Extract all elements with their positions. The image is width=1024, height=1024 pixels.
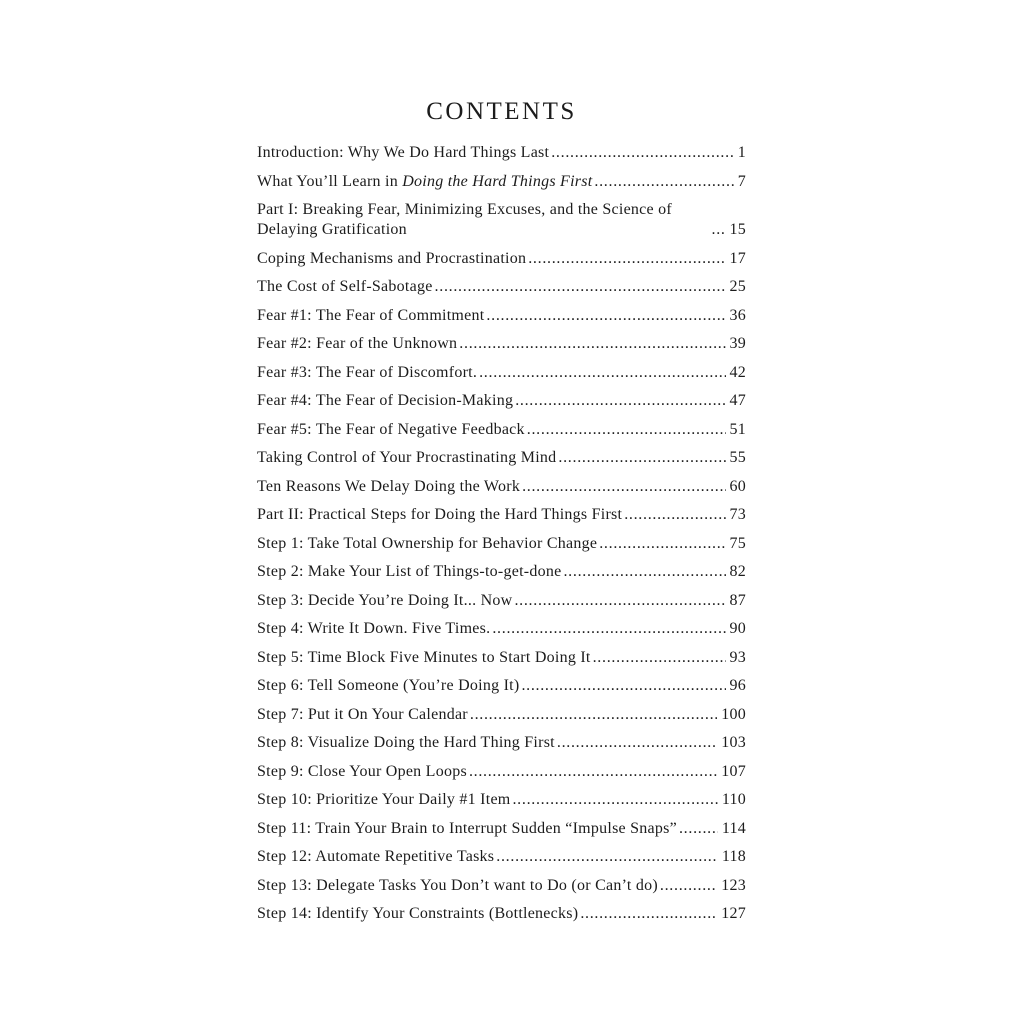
toc-entry-title-text: Step 9: Close Your Open Loops (257, 762, 467, 780)
toc-entry-title-text: Part I: Breaking Fear, Minimizing Excuses, and the Science of Delaying Gratification (257, 201, 672, 238)
toc-entry-page: 100 (721, 705, 746, 723)
toc-entry-title-text: Fear #3: The Fear of Discomfort. (257, 363, 478, 381)
toc-entry (257, 705, 746, 725)
toc-entry-title-text: Step 4: Write It Down. Five Times. (257, 620, 491, 637)
toc-entry-title-text: Step 8: Visualize Doing the Hard Thing First (257, 734, 555, 751)
dot-leader (624, 505, 725, 525)
toc-entry (257, 363, 746, 383)
toc-entry (257, 200, 746, 240)
toc-entry (257, 562, 746, 582)
toc-entry-title (257, 876, 658, 896)
toc-entry-title (257, 733, 555, 753)
toc-entry-title-text: Step 6: Tell Someone (You’re Doing It) (257, 677, 520, 694)
dot-leader (492, 619, 725, 639)
toc-entry (257, 733, 746, 753)
toc-entry-title (257, 277, 433, 297)
dot-leader (563, 562, 725, 582)
toc-entry-title-text: Step 1: Take Total Ownership for Behavior Change (257, 534, 598, 552)
toc-entry (257, 904, 746, 924)
toc-entry-page: 123 (721, 876, 746, 894)
dot-leader (551, 143, 734, 163)
toc-entry-page: 51 (729, 420, 746, 438)
toc-entry-title (257, 306, 484, 326)
toc-entry (257, 448, 746, 468)
toc-entry-title-text: Step 14: Identify Your Constraints (Bottlenecks) (257, 905, 579, 922)
toc-entry-title-text: Introduction: Why We Do Hard Things Last (257, 144, 550, 161)
dot-leader (522, 477, 725, 497)
dot-leader (496, 847, 718, 867)
toc-entry-page: 96 (729, 677, 746, 694)
dot-leader (486, 306, 725, 326)
toc-entry-title (257, 847, 494, 867)
toc-entry (257, 505, 746, 525)
page-title: CONTENTS (426, 98, 577, 125)
toc-entry (257, 819, 746, 839)
toc-entry-page: 36 (729, 306, 746, 324)
toc-entry (257, 277, 746, 297)
toc-entry (257, 534, 746, 554)
dot-leader (580, 904, 717, 924)
toc-entry-title-text: Step 7: Put it On Your Calendar (257, 705, 468, 723)
dot-leader (528, 249, 725, 269)
toc-entry (257, 391, 746, 411)
dot-leader (459, 334, 725, 354)
toc-entry-page: 47 (729, 392, 746, 409)
dot-leader (470, 705, 717, 725)
toc-entry-title (257, 676, 519, 696)
toc-entry-page: 7 (737, 172, 746, 190)
toc-entry (257, 676, 746, 696)
toc-entry (257, 306, 746, 326)
toc-entry-page: 90 (729, 620, 746, 637)
toc-entry-title (257, 562, 561, 582)
dot-leader (712, 220, 726, 240)
toc-entry-title (257, 705, 468, 725)
dot-leader (593, 648, 726, 668)
toc-entry (257, 172, 746, 192)
toc-entry-title (257, 363, 477, 383)
toc-entry-title-text: Step 13: Delegate Tasks You Don’t want to Do (or Can’t do) (257, 876, 658, 894)
toc-entry-title (257, 619, 490, 639)
dot-leader (660, 876, 717, 896)
toc-entry-title-text: Step 3: Decide You’re Doing It... Now (257, 591, 513, 609)
toc-entry-page: 118 (721, 848, 746, 865)
toc-entry-title (257, 904, 578, 924)
toc-entry-title (257, 505, 622, 525)
toc-entry-title (257, 420, 525, 440)
toc-entry-title (257, 249, 526, 269)
toc-entry-title-text: Ten Reasons We Delay Doing the Work (257, 477, 521, 495)
toc-entry (257, 249, 746, 269)
dot-leader (479, 363, 725, 383)
toc-entry-title-text: Step 5: Time Block Five Minutes to Start Doing It (257, 648, 591, 666)
toc-entry-page: 73 (729, 506, 746, 523)
toc-entry-page: 87 (729, 591, 746, 609)
toc-entry-page: 39 (729, 335, 746, 352)
toc-entry-title-text: Fear #5: The Fear of Negative Feedback (257, 420, 525, 438)
toc-entry-title (257, 334, 457, 354)
dot-leader (521, 676, 725, 696)
toc-entry-title-text: Fear #2: Fear of the Unknown (257, 335, 458, 352)
toc-entry (257, 619, 746, 639)
toc-entry-title (257, 819, 677, 839)
toc-entry (257, 334, 746, 354)
toc-entry-page: 60 (729, 477, 746, 495)
toc-entry-page: 103 (721, 734, 746, 751)
toc-entry-page: 17 (729, 249, 746, 267)
dot-leader (557, 733, 717, 753)
toc-entry-title-text: Fear #1: The Fear of Commitment (257, 306, 485, 324)
toc-entry-page: 82 (729, 563, 746, 580)
toc-entry-title (257, 200, 710, 240)
toc-entry-title-text: Step 10: Prioritize Your Daily #1 Item (257, 791, 511, 808)
toc-entry-title-text: The Cost of Self-Sabotage (257, 278, 433, 295)
dot-leader (599, 534, 725, 554)
toc-entry-page: 75 (729, 534, 746, 552)
toc-entry-title-text: Part II: Practical Steps for Doing the Hard Things First (257, 506, 623, 523)
toc-entry (257, 847, 746, 867)
toc-entry-page: 127 (721, 905, 746, 922)
toc-entry (257, 648, 746, 668)
toc-entry-title (257, 534, 597, 554)
toc-entry-title (257, 790, 510, 810)
toc-entry (257, 762, 746, 782)
toc-entry-page: 1 (737, 144, 746, 161)
toc-entry-title-text: Fear #4: The Fear of Decision-Making (257, 392, 514, 409)
toc-entry-title (257, 448, 556, 468)
toc-entry (257, 477, 746, 497)
dot-leader (435, 277, 726, 297)
toc-entry (257, 591, 746, 611)
toc-entry-title (257, 591, 512, 611)
toc-entry-page: 25 (729, 278, 746, 295)
toc-entry-title-text: Coping Mechanisms and Procrastination (257, 249, 527, 267)
toc-entry-page: 93 (729, 648, 746, 666)
dot-leader (469, 762, 717, 782)
toc-entry (257, 790, 746, 810)
toc-entry-title (257, 391, 513, 411)
toc-entry-title-text: What You’ll Learn in (257, 172, 403, 190)
dot-leader (679, 819, 718, 839)
toc-entry-title-text: Taking Control of Your Procrastinating Mind (257, 449, 557, 466)
toc-entry-title-text: Step 12: Automate Repetitive Tasks (257, 848, 495, 865)
toc-entry-title (257, 477, 520, 497)
dot-leader (515, 391, 725, 411)
toc-entry-title (257, 648, 591, 668)
dot-leader (527, 420, 726, 440)
toc-entry-page: 42 (729, 363, 746, 381)
toc-entry-title (257, 762, 467, 782)
toc-entry-page: 15 (729, 221, 746, 238)
toc-entry-title (257, 172, 592, 192)
toc-entry (257, 420, 746, 440)
dot-leader (514, 591, 725, 611)
toc-entry-page: 110 (721, 791, 746, 808)
toc-entry-title (257, 143, 549, 163)
toc-entry (257, 143, 746, 163)
dot-leader (558, 448, 725, 468)
toc-entry-title-text: Step 2: Make Your List of Things-to-get-done (257, 563, 562, 580)
dot-leader (512, 790, 717, 810)
toc-entry (257, 876, 746, 896)
toc-list (257, 143, 746, 924)
book-contents-page (257, 98, 746, 933)
toc-entry-page: 107 (721, 762, 746, 780)
toc-entry-title-text: Step 11: Train Your Brain to Interrupt Sudden “Impulse Snaps” (257, 819, 677, 837)
toc-entry-page: 55 (729, 449, 746, 466)
toc-entry-title-italic: Doing the Hard Things First (402, 172, 593, 190)
toc-entry-page: 114 (721, 819, 746, 837)
dot-leader (594, 172, 733, 192)
